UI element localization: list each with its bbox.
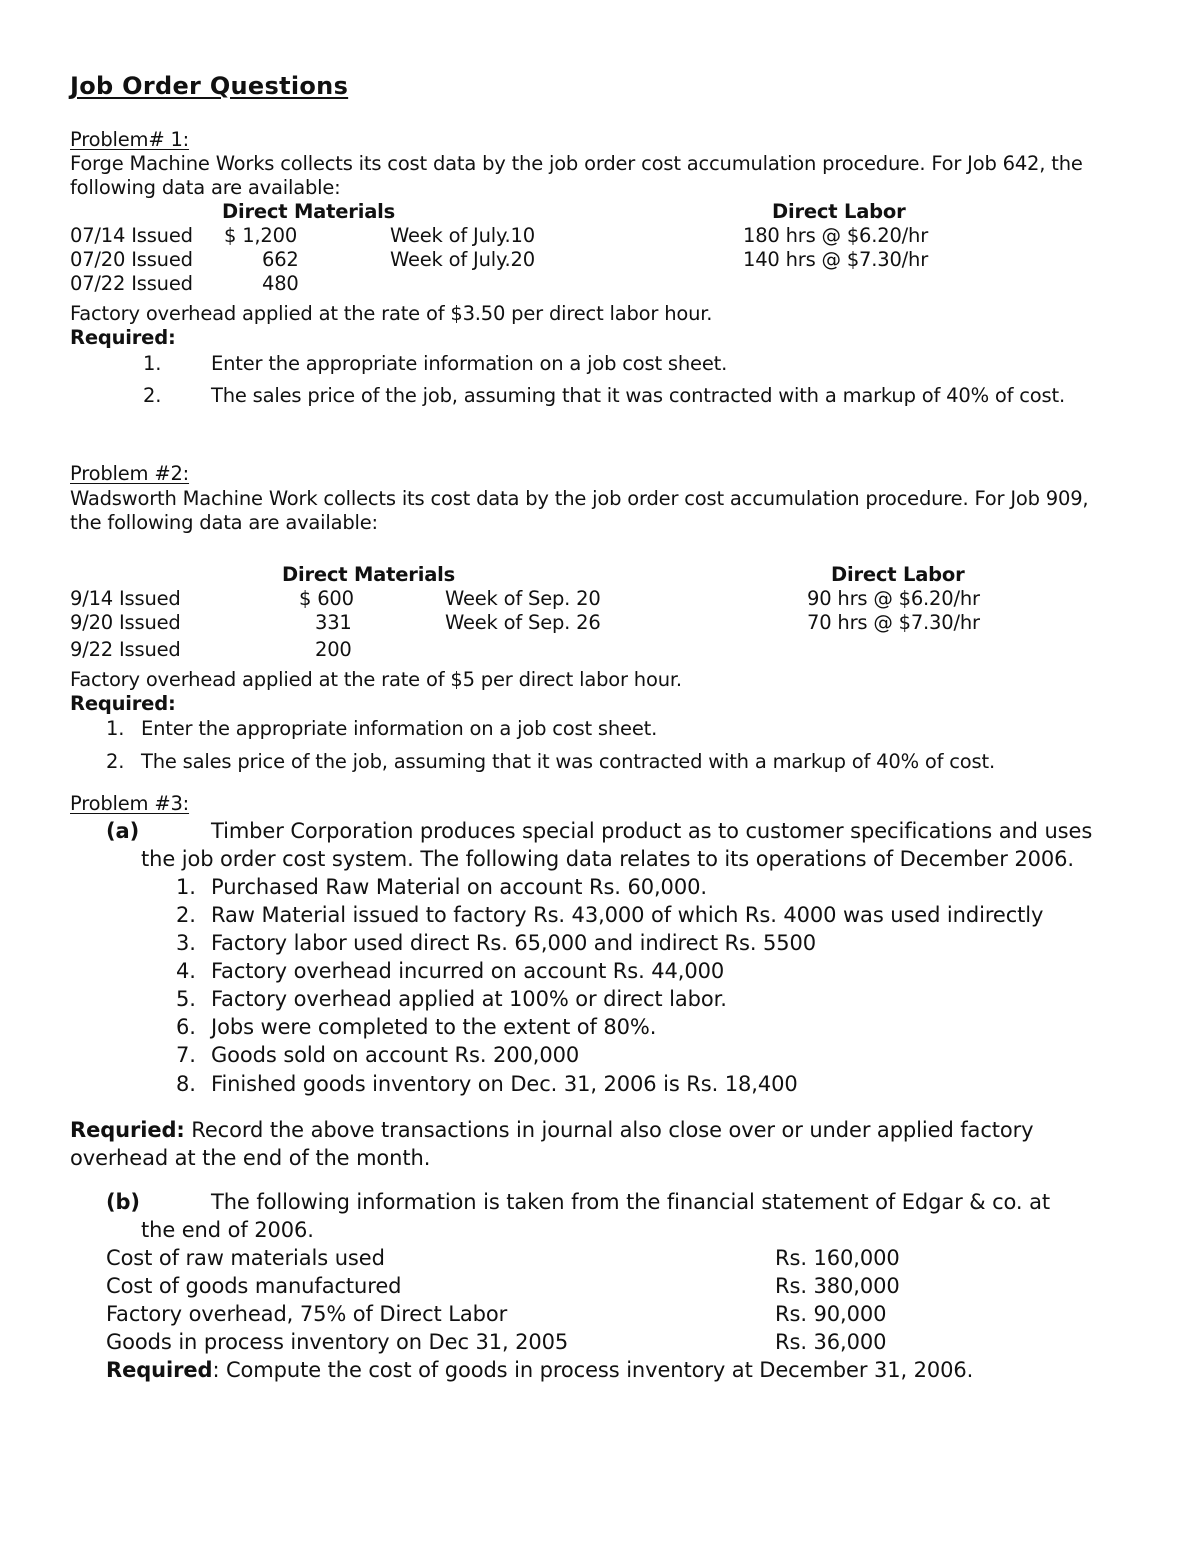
labor-hours-rate: 90 hrs @ $6.20/hr (807, 587, 980, 610)
part-b-label: (b) (106, 1190, 140, 1214)
labor-week: Week of Sep. 20 (445, 587, 601, 610)
part-a-required-cont: overhead at the end of the month. (70, 1146, 431, 1170)
problem-3-heading: Problem #3: (70, 792, 190, 815)
part-a-intro-cont: the job order cost system. The following data relates to its operations of December 2006. (141, 847, 1074, 871)
list-number: 2. (176, 903, 196, 927)
list-item: Raw Material issued to factory Rs. 43,000 of which Rs. 4000 was used indirectly (211, 903, 1044, 927)
data-row-label: Goods in process inventory on Dec 31, 2005 (106, 1330, 569, 1354)
list-number: 6. (176, 1015, 196, 1039)
part-b-intro: The following information is taken from the financial statement of Edgar & co. at (211, 1190, 1050, 1214)
part-a-intro: Timber Corporation produces special product as to customer specifications and uses (211, 819, 1093, 843)
issue-date: 07/14 Issued (70, 224, 193, 247)
problem-2-heading: Problem #2: (70, 462, 190, 485)
materials-amount: 200 (315, 638, 352, 661)
list-item: Factory overhead applied at 100% or direct labor. (211, 987, 727, 1011)
problem-1-intro: Forge Machine Works collects its cost data by the job order cost accumulation procedure. For Job 642, the (70, 152, 1083, 175)
labor-hours-rate: 70 hrs @ $7.30/hr (807, 611, 980, 634)
part-a-required-text: Record the above transactions in journal also close over or under applied factory (184, 1118, 1034, 1142)
materials-amount: 480 (262, 272, 299, 295)
list-number: 1. (176, 875, 196, 899)
document-title: Job Order Questions (70, 72, 349, 100)
data-row-value: Rs. 36,000 (775, 1330, 887, 1354)
labor-week: Week of July.20 (390, 248, 535, 271)
direct-materials-header: Direct Materials (282, 563, 456, 586)
materials-amount: $ 1,200 (224, 224, 298, 247)
list-item: Purchased Raw Material on account Rs. 60,000. (211, 875, 707, 899)
requirement-number: 1. (106, 717, 125, 740)
problem-1-required-label: Required: (70, 326, 176, 349)
direct-materials-header: Direct Materials (222, 200, 396, 223)
list-number: 3. (176, 931, 196, 955)
requirement-number: 2. (143, 384, 162, 407)
labor-week: Week of Sep. 26 (445, 611, 601, 634)
part-a-required (70, 1118, 1034, 1142)
part-b-required-label: Required (106, 1358, 213, 1382)
data-row-value: Rs. 90,000 (775, 1302, 887, 1326)
issue-date: 9/14 Issued (70, 587, 181, 610)
problem-1-heading: Problem# 1: (70, 128, 190, 151)
part-a-label: (a) (106, 819, 140, 843)
data-row-value: Rs. 380,000 (775, 1274, 900, 1298)
list-item: Factory overhead incurred on account Rs. 44,000 (211, 959, 725, 983)
part-b-required (106, 1358, 973, 1382)
problem-2-overhead: Factory overhead applied at the rate of $5 per direct labor hour. (70, 668, 682, 691)
list-item: Jobs were completed to the extent of 80%. (211, 1015, 657, 1039)
labor-hours-rate: 140 hrs @ $7.30/hr (743, 248, 929, 271)
requirement-number: 1. (143, 352, 162, 375)
labor-hours-rate: 180 hrs @ $6.20/hr (743, 224, 929, 247)
materials-amount: 331 (315, 611, 352, 634)
part-b-intro-cont: the end of 2006. (141, 1218, 314, 1242)
list-item: Factory labor used direct Rs. 65,000 and indirect Rs. 5500 (211, 931, 817, 955)
part-b-required-text: : Compute the cost of goods in process inventory at December 31, 2006. (212, 1358, 974, 1382)
data-row-label: Cost of goods manufactured (106, 1274, 402, 1298)
requirement-text: Enter the appropriate information on a job cost sheet. (141, 717, 658, 740)
problem-1-overhead: Factory overhead applied at the rate of $3.50 per direct labor hour. (70, 302, 713, 325)
problem-1-intro-cont: following data are available: (70, 176, 341, 199)
data-row-value: Rs. 160,000 (775, 1246, 900, 1270)
issue-date: 9/22 Issued (70, 638, 181, 661)
part-a-required-label: Requried: (70, 1118, 185, 1142)
materials-amount: 662 (262, 248, 299, 271)
materials-amount: $ 600 (299, 587, 354, 610)
labor-week: Week of July.10 (390, 224, 535, 247)
problem-2-intro-cont: the following data are available: (70, 511, 378, 534)
requirement-number: 2. (106, 750, 125, 773)
direct-labor-header: Direct Labor (772, 200, 906, 223)
direct-labor-header: Direct Labor (831, 563, 965, 586)
data-row-label: Factory overhead, 75% of Direct Labor (106, 1302, 508, 1326)
requirement-text: The sales price of the job, assuming that it was contracted with a markup of 40% of cost. (211, 384, 1065, 407)
issue-date: 07/22 Issued (70, 272, 193, 295)
issue-date: 07/20 Issued (70, 248, 193, 271)
data-row-label: Cost of raw materials used (106, 1246, 385, 1270)
list-item: Finished goods inventory on Dec. 31, 2006 is Rs. 18,400 (211, 1072, 798, 1096)
list-item: Goods sold on account Rs. 200,000 (211, 1043, 580, 1067)
list-number: 5. (176, 987, 196, 1011)
problem-2-required-label: Required: (70, 692, 176, 715)
problem-2-intro: Wadsworth Machine Work collects its cost data by the job order cost accumulation procedure. For Job 909, (70, 487, 1089, 510)
requirement-text: The sales price of the job, assuming that it was contracted with a markup of 40% of cost. (141, 750, 995, 773)
issue-date: 9/20 Issued (70, 611, 181, 634)
requirement-text: Enter the appropriate information on a job cost sheet. (211, 352, 728, 375)
list-number: 8. (176, 1072, 196, 1096)
list-number: 4. (176, 959, 196, 983)
list-number: 7. (176, 1043, 196, 1067)
